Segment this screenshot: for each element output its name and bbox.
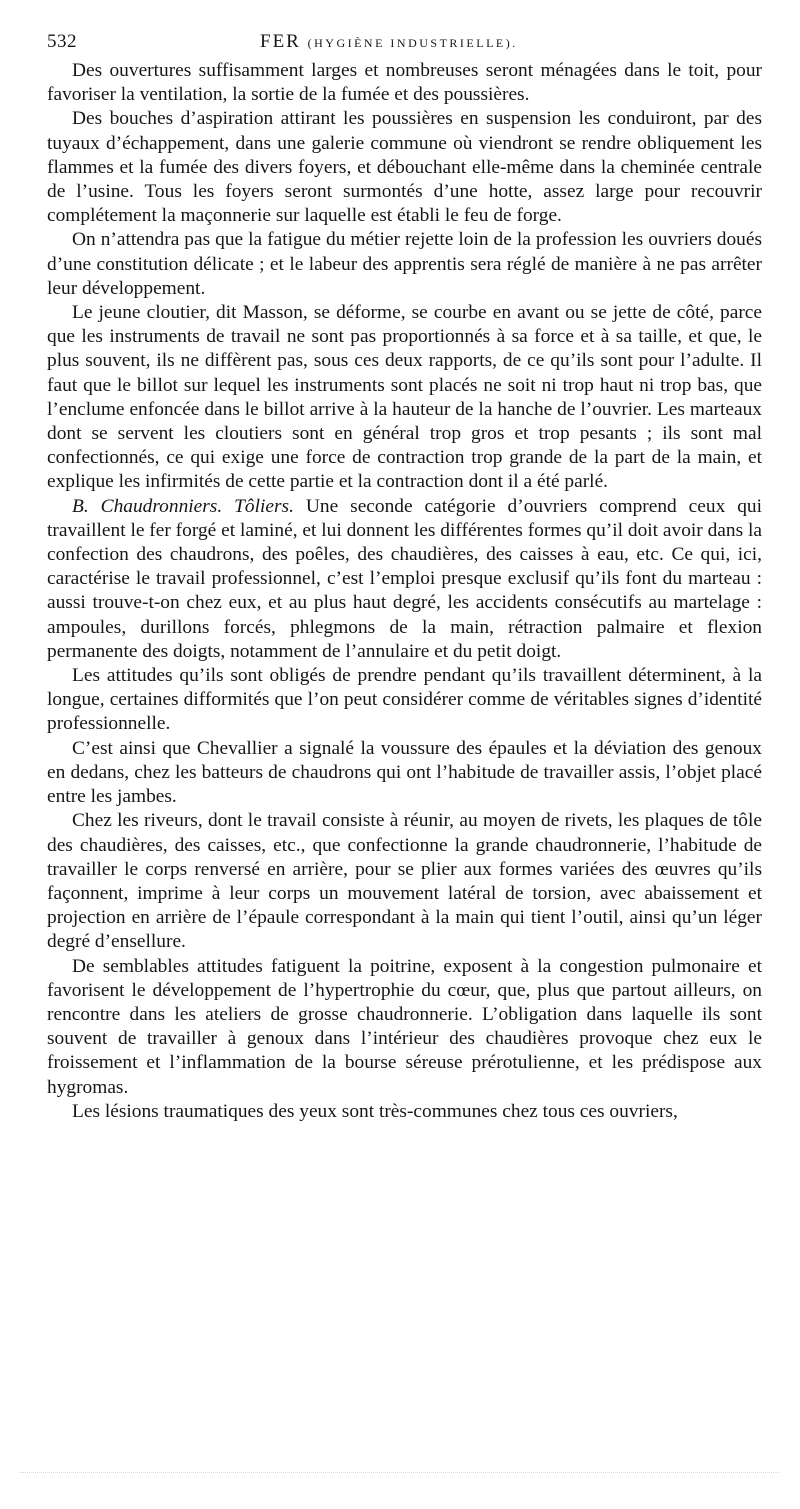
running-head: [47, 26, 762, 58]
paragraph-section-b: [47, 495, 762, 664]
paragraph-apprentices: On n’attendra pas que la fatigue du métier rejette loin de la profession les ouvriers doués d’une constitution délicate ; et le labeur des apprentis sera réglé de manière à ne pas arrêter leur développement.: [47, 229, 762, 299]
paragraph-chest-fatigue: De semblables attitudes fatiguent la poitrine, exposent à la congestion pulmonaire et favorisent le développement de l’hypertrophie du cœur, que, plus que partout ailleurs, on rencontre dans les ateliers de grosse chaudronnerie. L’obligation dans laquelle ils sont souvent de travailler à genoux dans l’intérieur des chaudières provoque chez eux le froissement et l’inflammation de la bourse séreuse prérotulienne, et les prédispose aux hygromas.: [47, 955, 762, 1098]
paragraph-attitudes: Les attitudes qu’ils sont obligés de prendre pendant qu’ils travaillent déterminent, à la longue, certaines difformités que l’on peut considérer comme de véritables signes d’identité professionnelle.: [47, 665, 762, 735]
scan-footer-noise: [20, 1470, 780, 1473]
paragraph-ventilation: Des ouvertures suffisamment larges et nombreuses seront ménagées dans le toit, pour favoriser la ventilation, la sortie de la fumée et des poussières.: [47, 60, 762, 106]
section-b-text: Une seconde catégorie d’ouvriers comprend ceux qui travaillent le fer forgé et laminé, et lui donnent les différentes formes qu’il doit avoir dans la confection des chaudrons, des poêles, des chaudières, des caisses à eau, etc. Ce qui, ici, caractérise le travail professionnel, c’est l’emploi presque exclusif qu’ils font du marteau : aussi trouve-t-on chez eux, et au plus haut degré, les accidents consécutifs au martelage : ampoules, durillons forcés, phlegmons de la main, rétraction palmaire et flexion permanente des doigts, notamment de l’annulaire et du petit doigt.: [47, 495, 762, 662]
paragraph-riveurs: Chez les riveurs, dont le travail consiste à réunir, au moyen de rivets, les plaques de tôle des chaudières, des caisses, etc., que confectionne la grande chaudronnerie, l’habitude de travailler le corps renversé en arrière, pour se plier aux formes variées des œuvres qu’ils façonnent, imprime à leur corps un mouvement latéral de torsion, avec abaissement et projection en arrière de l’épaule correspondant à la main qui tient l’outil, ainsi qu’un léger degré d’ensellure.: [47, 810, 762, 953]
page-number: 532: [47, 31, 77, 52]
running-title: [260, 31, 518, 53]
paragraph-young-nailmaker: Le jeune cloutier, dit Masson, se déforme, se courbe en avant ou se jette de côté, parce que les instruments de travail ne sont pas proportionnés à sa force et à sa taille, et que, le plus souvent, ils ne diffèrent pas, sous ces deux rapports, de ce qu’ils sont pour l’adulte. Il faut que le billot sur lequel les instruments sont placés ne soit ni trop haut ni trop bas, que l’enclume enfoncée dans le billot arrive à la hauteur de la hanche de l’ouvrier. Les marteaux dont se servent les cloutiers sont en général trop gros et trop pesants ; ils sont mal confectionnés, ce qui exige une force de contraction trop grande de la part de la main, et explique les infirmités de cette partie et la contraction dont il a été parlé.: [47, 302, 762, 493]
running-title-sub: (HYGIÈNE INDUSTRIELLE).: [307, 36, 518, 50]
section-heading-chaudronniers: B. Chaudronniers. Tôliers.: [72, 495, 294, 517]
paragraph-aspiration: Des bouches d’aspiration attirant les poussières en suspension les conduiront, par des tuyaux d’échappement, dans une galerie commune où viendront se rendre obliquement les flammes et la fumée des divers foyers, et débouchant elle-même dans la cheminée centrale de l’usine. Tous les foyers seront surmontés d’une hotte, assez large pour recouvrir complétement la maçonnerie sur laquelle est établi le feu de forge.: [47, 108, 762, 227]
paragraph-chevallier: C’est ainsi que Chevallier a signalé la voussure des épaules et la déviation des genoux en dedans, chez les batteurs de chaudrons qui ont l’habitude de travailler assis, l’objet placé entre les jambes.: [47, 737, 762, 808]
body-text: [47, 59, 762, 1124]
paragraph-eye-lesions: Les lésions traumatiques des yeux sont très-communes chez tous ces ouvriers,: [72, 1100, 678, 1122]
running-title-main: FER: [260, 31, 301, 52]
